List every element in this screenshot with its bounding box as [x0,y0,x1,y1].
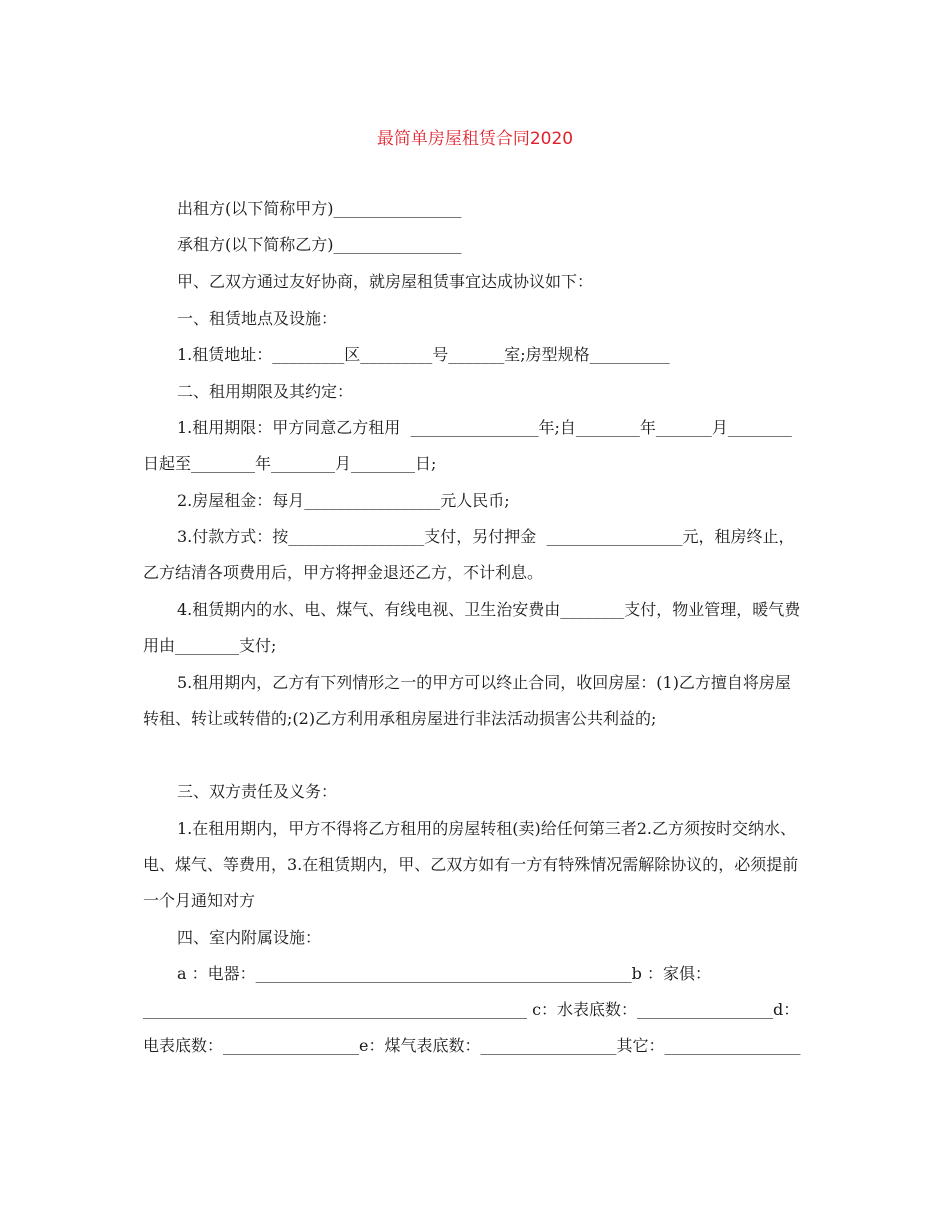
section-heading-location: 一、租赁地点及设施： [177,309,338,328]
clause-duties: 1.在租用期内，甲方不得将乙方租用的房屋转租(卖)给任何第三者2.乙方须按时交纳水、电、煤气、等费用，3.在租赁期内，甲、乙双方如有一方有特殊情况需解除协议的，必须提前一个月通知对方 [143,819,799,910]
clause-term: 1.租用期限：甲方同意乙方租用 ________________年;自________年_______月________日起至________年________月________日; [143,418,792,473]
clause-rent: 2.房屋租金：每月_________________元人民币; [177,491,510,510]
section-heading-term: 二、租用期限及其约定： [177,382,354,401]
clause-termination: 5.租用期内，乙方有下列情形之一的甲方可以终止合同，收回房屋：(1)乙方擅自将房屋转租、转让或转借的;(2)乙方利用承租房屋进行非法活动损害公共利益的; [143,673,791,728]
clause-utilities: 4.租赁期内的水、电、煤气、有线电视、卫生治安费由________支付，物业管理，暖气费用由________支付; [143,600,801,655]
clause-address: 1.租赁地址：_________区_________号_______室;房型规格__________ [177,345,670,364]
agreement-intro: 甲、乙双方通过友好协商，就房屋租赁事宜达成协议如下： [177,272,594,291]
section-heading-duties: 三、双方责任及义务： [177,782,338,801]
lessor-line: 出租方(以下简称甲方)________________ [177,199,462,218]
section-heading-facilities: 四、室内附属设施： [177,928,322,947]
clause-facilities: a ：电器：_______________________________________________b ：家俱：________________________________________________ c：水表底数：_________________d：电表底数：_________________e：煤气表底数：_________________其它：_________________ [143,964,801,1055]
document-title: 最简单房屋租赁合同2020 [376,129,574,149]
lessee-line: 承租方(以下简称乙方)________________ [177,235,462,254]
clause-payment: 3.付款方式：按_________________支付，另付押金 _________________元，租房终止，乙方结清各项费用后，甲方将押金退还乙方，不计利息。 [143,527,795,582]
